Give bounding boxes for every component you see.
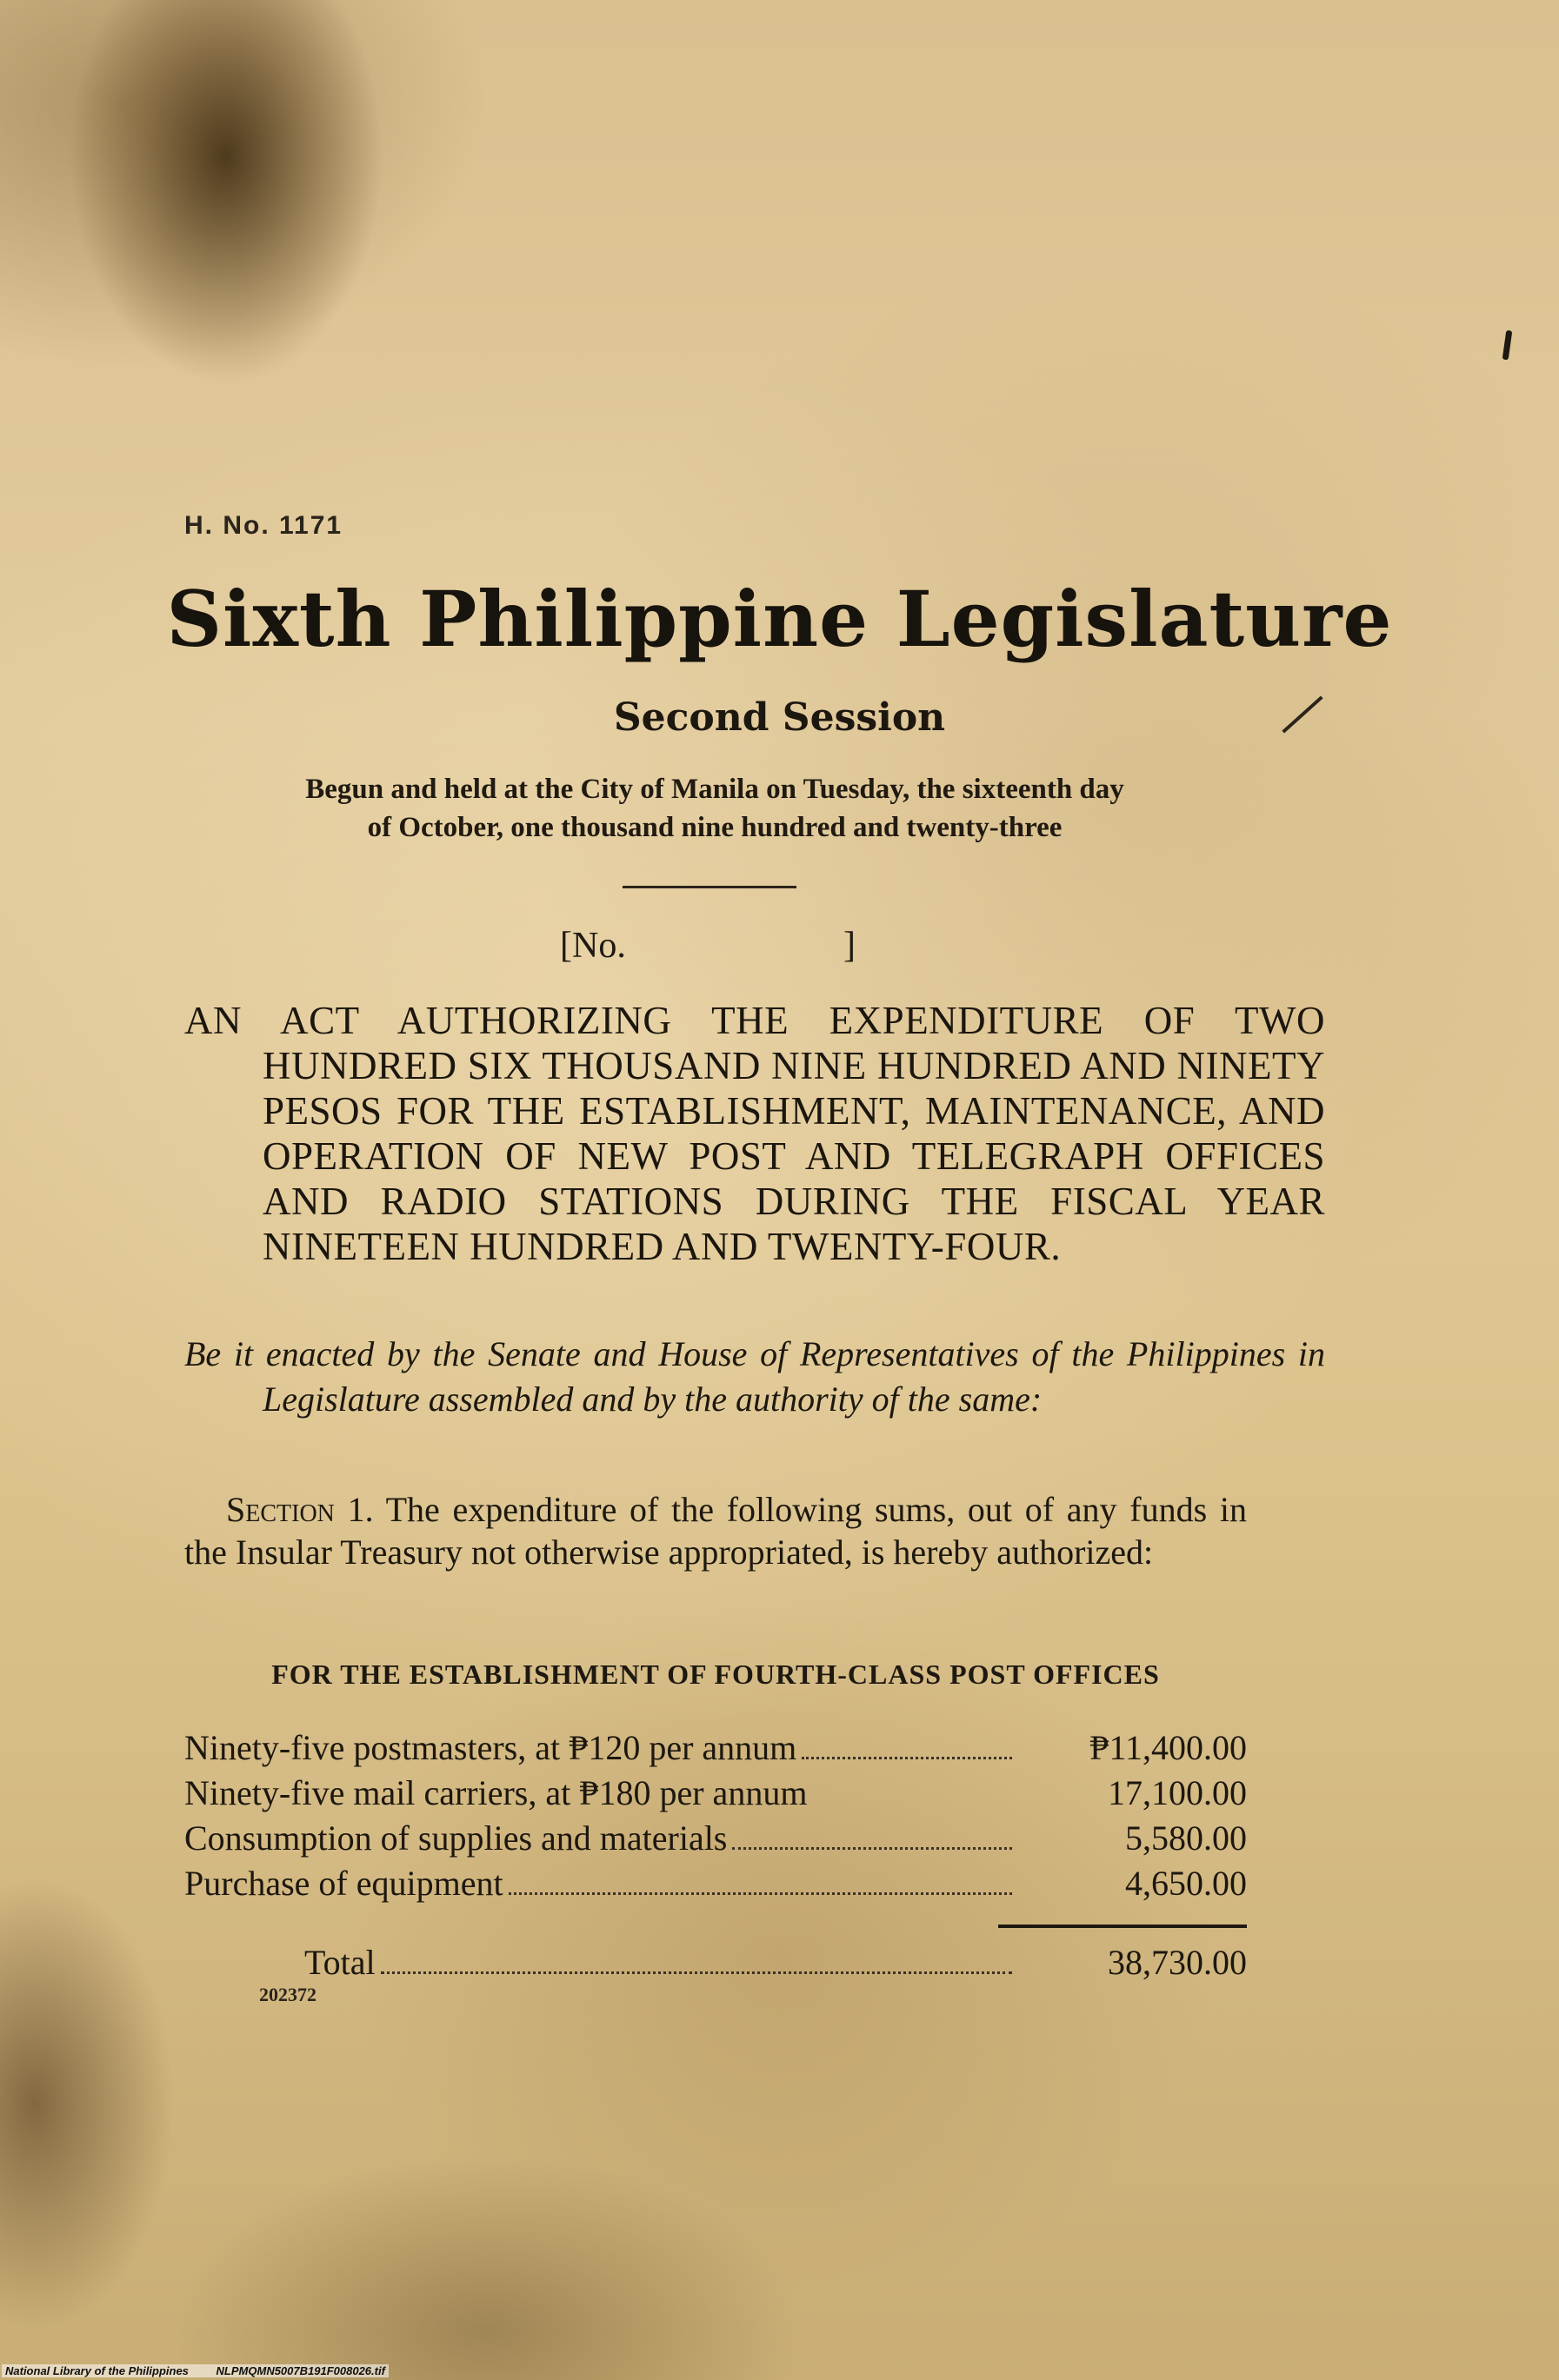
section-label: Section 1.	[226, 1490, 374, 1529]
item-label: Ninety-five mail carriers, at ₱180 per annum	[184, 1773, 808, 1812]
begun-statement	[184, 770, 1245, 847]
appropriation-heading: FOR THE ESTABLISHMENT OF FOURTH-CLASS POST OFFICES	[271, 1659, 1160, 1690]
begun-line-2: of October, one thousand nine hundred and twenty-three	[367, 812, 1063, 843]
item-label: Purchase of equipment	[184, 1864, 503, 1903]
dot-leader	[802, 1731, 1012, 1759]
total-amount: 38,730.00	[1108, 1943, 1247, 1982]
divider-rule	[623, 886, 796, 888]
table-row	[184, 1725, 1247, 1771]
section-text: The expenditure of the following sums, out of any funds in the Insular Treasury not otherwise appropriated, is hereby authorized:	[184, 1490, 1247, 1572]
enacting-clause: Be it enacted by the Senate and House of Representatives of the Philippines in Legislature assembled and by the authority of the same:	[184, 1334, 1325, 1419]
sum-rule	[998, 1925, 1247, 1928]
print-number: 202372	[259, 1984, 316, 2005]
table-row	[184, 1861, 1247, 1906]
file-name: NLPMQMN5007B191F008026.tif	[216, 2364, 385, 2377]
item-amount: 5,580.00	[1125, 1818, 1247, 1858]
item-amount: ₱11,400.00	[1089, 1728, 1247, 1767]
archive-footer	[2, 2364, 389, 2377]
legislature-title: Sixth Philippine Legislature	[166, 574, 1393, 664]
begun-line-1: Begun and held at the City of Manila on Tuesday, the sixteenth day	[305, 774, 1124, 805]
bill-number: H. No. 1171	[184, 511, 343, 540]
total-label: Total	[304, 1943, 376, 1982]
dot-leader	[812, 1778, 1012, 1805]
section-1	[184, 1488, 1247, 1573]
item-label: Consumption of supplies and materials	[184, 1818, 728, 1858]
table-row	[184, 1816, 1247, 1861]
table-row	[184, 1771, 1247, 1816]
act-number-close: ]	[843, 926, 856, 966]
act-title: AN ACT AUTHORIZING THE EXPENDITURE OF TWO HUNDRED SIX THOUSAND NINE HUNDRED AND NINETY PESOS FOR THE ESTABLISHMENT, MAINTENANCE, AND OPERATION OF NEW POST AND TELEGRAPH OFFICES AND RADIO STATIONS DURING THE FISCAL YEAR NINETEEN HUNDRED AND TWENTY-FOUR.	[184, 999, 1325, 1268]
dot-leader	[509, 1866, 1012, 1895]
ink-mark	[1502, 330, 1513, 361]
act-number-open: [No.	[560, 926, 626, 966]
appropriation-table	[184, 1725, 1247, 1906]
item-label: Ninety-five postmasters, at ₱120 per annum	[184, 1728, 797, 1767]
item-amount: 17,100.00	[1108, 1773, 1247, 1812]
session-title: Second Session	[613, 695, 946, 740]
dot-leader	[381, 1945, 1012, 1974]
archive-name: National Library of the Philippines	[5, 2364, 189, 2377]
item-amount: 4,650.00	[1125, 1864, 1247, 1903]
dot-leader	[732, 1821, 1012, 1850]
total-row	[184, 1940, 1247, 1985]
